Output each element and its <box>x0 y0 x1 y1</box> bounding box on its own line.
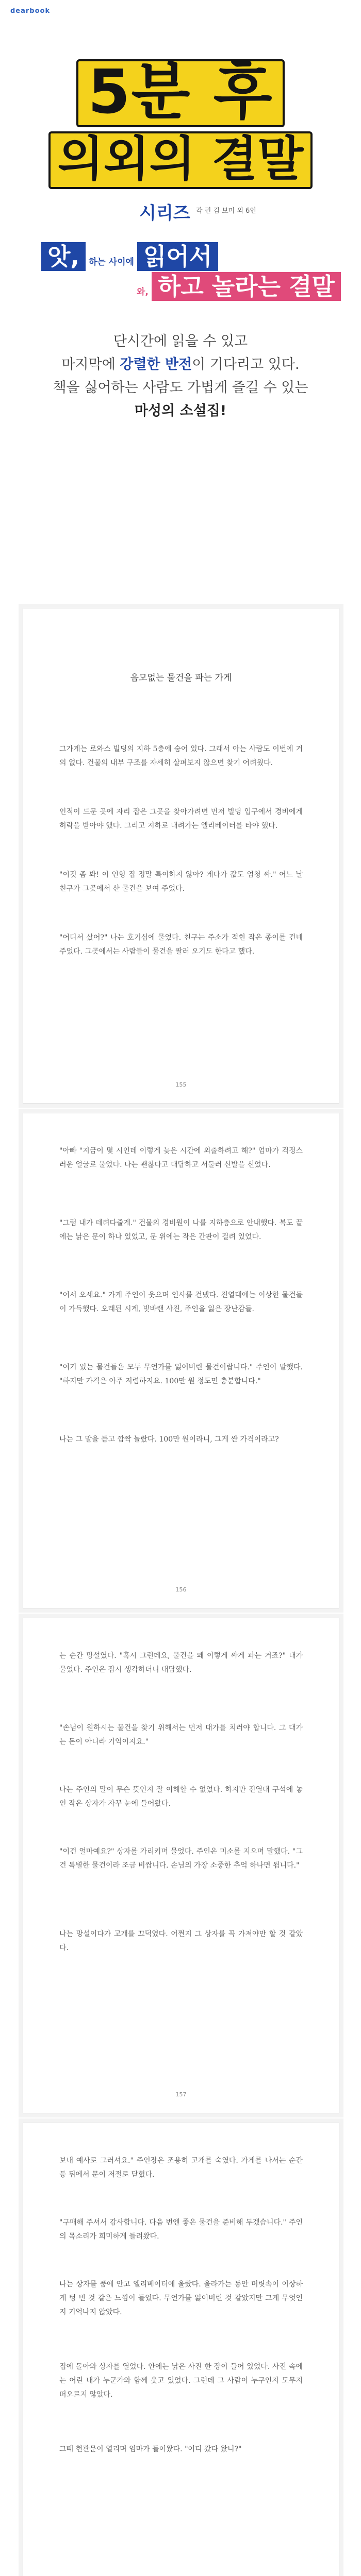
chapter-title: 음모없는 물건을 파는 가게 <box>130 673 232 683</box>
page-number: 155 <box>175 1081 187 1088</box>
paragraph: "구매해 주셔서 감사합니다. 다음 번엔 좋은 물건을 준비해 두겠습니다." 주인의 목소리가 희미하게 들려왔다. <box>59 2218 303 2241</box>
paragraph: "이것 좀 봐! 이 인형 집 정말 특이하지 않아? 게다가 값도 엄청 싸." 어느 날 친구가 그곳에서 산 물건을 보여 주었다. <box>59 871 303 893</box>
paragraph: "여기 있는 물건들은 모두 무언가를 잃어버린 물건이랍니다." 주인이 말했다. "하지만 가격은 아주 저렴하지요. 100만 원 정도면 충분합니다." <box>59 1363 303 1385</box>
paragraph: "손님이 원하시는 물건을 찾기 위해서는 먼저 대가를 치러야 합니다. 그 대가는 돈이 아니라 기억이지요." <box>59 1724 303 1746</box>
hero-title-line2: 의외의 결말 <box>0 131 361 189</box>
hero-tagline-1: 앗, 하는 사이에 읽어서 <box>41 242 320 271</box>
hero-tagline-2: 와, 하고 놀라는 결말 <box>137 272 341 301</box>
brand-logo: dearbook <box>10 7 51 15</box>
paragraph: 나는 그 말을 듣고 깜짝 놀랐다. 100만 원이라니, 그게 싼 가격이라고? <box>59 1435 279 1444</box>
hero-series-label: 시리즈 <box>139 203 190 224</box>
paragraph: 그가게는 로와스 빌딩의 지하 5층에 숨어 있다. 그래서 아는 사람도 이번에 거의 없다. 건물의 내부 구조를 자세히 살펴보지 않으면 찾기 어려웠다. <box>59 745 303 767</box>
paragraph: "어디서 샀어?" 나는 호기심에 물었다. 친구는 주소가 적힌 작은 종이를 건네주었다. 그곳에서는 사람들이 물건을 팔러 오기도 한다고 했다. <box>59 934 303 956</box>
paragraph: 그때 현관문이 열리며 엄마가 들어왔다. "어디 갔다 왔니?" <box>59 2445 242 2453</box>
hero-description: 단시간에 읽을 수 있고 마지막에 강렬한 반전이 기다리고 있다. 책을 싫어하는 사람도 가볍게 즐길 수 있는 마성의 소설집! <box>53 333 308 419</box>
page-number: 157 <box>175 2091 187 2098</box>
paragraph: "이건 얼마예요?" 상자를 가리키며 물었다. 주인은 미소를 지으며 말했다. "그건 특별한 물건이라 조금 비쌉니다. 손님의 가장 소중한 추억 하나면 됩니다." <box>59 1848 303 1870</box>
paragraph: "그럼 내가 데려다줄게." 건물의 경비원이 나를 지하층으로 안내했다. 복도 끝에는 낡은 문이 하나 있었고, 문 위에는 작은 간판이 걸려 있었다. <box>59 1219 303 1241</box>
paragraph: 보내 예사로 그러셔요." 주인장은 조용히 고개를 숙였다. 가게를 나서는 순간 등 뒤에서 문이 저절로 닫혔다. <box>59 2157 303 2179</box>
book-page-155 <box>23 608 339 1104</box>
paragraph: 나는 망설이다가 고개를 끄덕였다. 어쩐지 그 상자를 꼭 가져야만 할 것 같았다. <box>59 1930 303 1952</box>
page-number: 156 <box>175 1586 187 1593</box>
paragraph: 나는 주인의 말이 무슨 뜻인지 잘 이해할 수 없었다. 하지만 진열대 구석에 놓인 작은 상자가 자꾸 눈에 들어왔다. <box>59 1786 303 1808</box>
hero-section <box>0 0 361 602</box>
paragraph: 인적이 드문 곳에 자리 잡은 그곳을 찾아가려면 먼저 빌딩 입구에서 경비에게 허락을 받아야 했다. 그리고 지하로 내려가는 엘리베이터를 타야 했다. <box>59 808 303 830</box>
paragraph: 는 순간 망설였다. "혹시 그런데요, 물건을 왜 이렇게 싸게 파는 거죠?" 내가 물었다. 주인은 잠시 생각하더니 대답했다. <box>59 1652 303 1674</box>
book-page-158 <box>23 2123 339 2576</box>
book-page-156 <box>23 1113 339 1608</box>
book-page-157 <box>23 1618 339 2113</box>
hero-title-line1: 5분 후 <box>0 59 361 127</box>
paragraph: "아빠 "지금이 몇 시인데 이렇게 늦은 시간에 외출하려고 해?" 엄마가 걱정스러운 얼굴로 물었다. 나는 괜찮다고 대답하고 서둘러 신발을 신었다. <box>59 1147 303 1169</box>
paragraph: "어서 오세요." 가게 주인이 웃으며 인사를 건넸다. 진열대에는 이상한 물건들이 가득했다. 오래된 시계, 빛바랜 사진, 주인을 잃은 장난감들. <box>59 1291 303 1313</box>
hero-author: 각 권 김 보미 외 6인 <box>196 207 256 215</box>
paragraph: 집에 돌아와 상자를 열었다. 안에는 낡은 사진 한 장이 들어 있었다. 사진 속에는 어린 내가 누군가와 함께 웃고 있었다. 그런데 그 사람이 누구인지 도무지 떠오르지 않았다. <box>59 2363 303 2399</box>
paragraph: 나는 상자를 품에 안고 엘리베이터에 올랐다. 올라가는 동안 머릿속이 이상하게 텅 빈 것 같은 느낌이 들었다. 무언가를 잃어버린 것 같았지만 그게 무엇인지 기억나지 않았다. <box>59 2280 303 2316</box>
